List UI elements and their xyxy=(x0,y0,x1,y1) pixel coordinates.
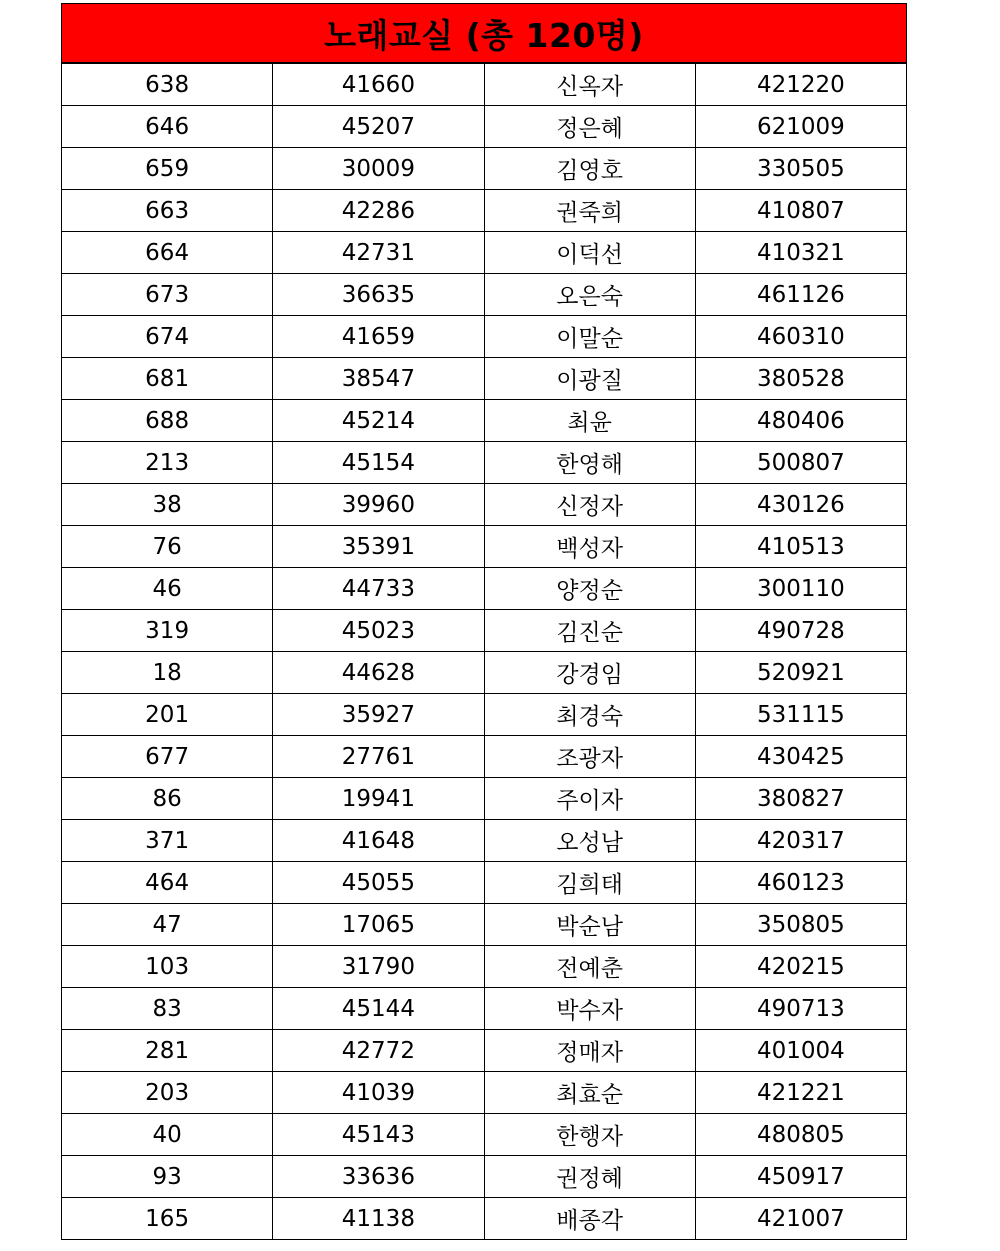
member-name-cell: 박순남 xyxy=(484,904,695,946)
member-name-cell: 김희태 xyxy=(484,862,695,904)
member-name-cell: 신정자 xyxy=(484,484,695,526)
birth-date-cell: 460310 xyxy=(695,316,906,358)
member-name-cell: 양정순 xyxy=(484,568,695,610)
table-row xyxy=(62,652,907,694)
member-name-cell: 김진순 xyxy=(484,610,695,652)
id-number-cell: 42772 xyxy=(273,1030,484,1072)
member-number-cell: 213 xyxy=(62,442,273,484)
member-number-cell: 664 xyxy=(62,232,273,274)
table-row xyxy=(62,274,907,316)
table-row xyxy=(62,862,907,904)
member-number-cell: 663 xyxy=(62,190,273,232)
member-name-cell: 백성자 xyxy=(484,526,695,568)
member-number-cell: 165 xyxy=(62,1198,273,1240)
table-row xyxy=(62,1198,907,1240)
table-row xyxy=(62,484,907,526)
member-name-cell: 정은혜 xyxy=(484,106,695,148)
member-number-cell: 46 xyxy=(62,568,273,610)
id-number-cell: 35927 xyxy=(273,694,484,736)
table-row xyxy=(62,358,907,400)
id-number-cell: 27761 xyxy=(273,736,484,778)
id-number-cell: 30009 xyxy=(273,148,484,190)
birth-date-cell: 430425 xyxy=(695,736,906,778)
id-number-cell: 38547 xyxy=(273,358,484,400)
member-name-cell: 전예춘 xyxy=(484,946,695,988)
birth-date-cell: 490713 xyxy=(695,988,906,1030)
roster-sheet xyxy=(61,3,907,1240)
member-name-cell: 신옥자 xyxy=(484,64,695,106)
member-name-cell: 한영해 xyxy=(484,442,695,484)
table-row xyxy=(62,904,907,946)
member-number-cell: 18 xyxy=(62,652,273,694)
birth-date-cell: 300110 xyxy=(695,568,906,610)
birth-date-cell: 420317 xyxy=(695,820,906,862)
member-name-cell: 김영호 xyxy=(484,148,695,190)
member-number-cell: 281 xyxy=(62,1030,273,1072)
table-row xyxy=(62,778,907,820)
member-number-cell: 83 xyxy=(62,988,273,1030)
member-number-cell: 638 xyxy=(62,64,273,106)
member-number-cell: 201 xyxy=(62,694,273,736)
id-number-cell: 19941 xyxy=(273,778,484,820)
member-number-cell: 677 xyxy=(62,736,273,778)
id-number-cell: 41660 xyxy=(273,64,484,106)
table-row xyxy=(62,946,907,988)
member-name-cell: 오성남 xyxy=(484,820,695,862)
table-row xyxy=(62,988,907,1030)
roster-table xyxy=(61,63,907,1240)
member-name-cell: 정매자 xyxy=(484,1030,695,1072)
member-name-cell: 권정혜 xyxy=(484,1156,695,1198)
member-name-cell: 강경임 xyxy=(484,652,695,694)
birth-date-cell: 430126 xyxy=(695,484,906,526)
member-number-cell: 319 xyxy=(62,610,273,652)
id-number-cell: 41659 xyxy=(273,316,484,358)
birth-date-cell: 380827 xyxy=(695,778,906,820)
id-number-cell: 41138 xyxy=(273,1198,484,1240)
birth-date-cell: 401004 xyxy=(695,1030,906,1072)
id-number-cell: 35391 xyxy=(273,526,484,568)
roster-table-body xyxy=(62,64,907,1240)
table-row xyxy=(62,736,907,778)
id-number-cell: 33636 xyxy=(273,1156,484,1198)
member-number-cell: 47 xyxy=(62,904,273,946)
id-number-cell: 45154 xyxy=(273,442,484,484)
member-number-cell: 681 xyxy=(62,358,273,400)
birth-date-cell: 421220 xyxy=(695,64,906,106)
member-number-cell: 659 xyxy=(62,148,273,190)
id-number-cell: 39960 xyxy=(273,484,484,526)
member-name-cell: 권죽희 xyxy=(484,190,695,232)
birth-date-cell: 330505 xyxy=(695,148,906,190)
birth-date-cell: 420215 xyxy=(695,946,906,988)
member-number-cell: 371 xyxy=(62,820,273,862)
member-number-cell: 86 xyxy=(62,778,273,820)
id-number-cell: 36635 xyxy=(273,274,484,316)
member-name-cell: 한행자 xyxy=(484,1114,695,1156)
id-number-cell: 31790 xyxy=(273,946,484,988)
id-number-cell: 44628 xyxy=(273,652,484,694)
member-number-cell: 103 xyxy=(62,946,273,988)
birth-date-cell: 421007 xyxy=(695,1198,906,1240)
table-row xyxy=(62,316,907,358)
id-number-cell: 45207 xyxy=(273,106,484,148)
id-number-cell: 45055 xyxy=(273,862,484,904)
birth-date-cell: 480406 xyxy=(695,400,906,442)
table-row xyxy=(62,568,907,610)
table-row xyxy=(62,442,907,484)
table-row xyxy=(62,1114,907,1156)
member-name-cell: 최경숙 xyxy=(484,694,695,736)
id-number-cell: 42286 xyxy=(273,190,484,232)
member-name-cell: 오은숙 xyxy=(484,274,695,316)
id-number-cell: 44733 xyxy=(273,568,484,610)
table-row xyxy=(62,106,907,148)
birth-date-cell: 460123 xyxy=(695,862,906,904)
member-name-cell: 배종각 xyxy=(484,1198,695,1240)
member-number-cell: 38 xyxy=(62,484,273,526)
table-row xyxy=(62,526,907,568)
id-number-cell: 45214 xyxy=(273,400,484,442)
id-number-cell: 45023 xyxy=(273,610,484,652)
member-name-cell: 이광질 xyxy=(484,358,695,400)
table-row xyxy=(62,1156,907,1198)
birth-date-cell: 480805 xyxy=(695,1114,906,1156)
table-row xyxy=(62,232,907,274)
birth-date-cell: 410807 xyxy=(695,190,906,232)
id-number-cell: 17065 xyxy=(273,904,484,946)
birth-date-cell: 380528 xyxy=(695,358,906,400)
birth-date-cell: 520921 xyxy=(695,652,906,694)
member-number-cell: 688 xyxy=(62,400,273,442)
birth-date-cell: 531115 xyxy=(695,694,906,736)
table-row xyxy=(62,610,907,652)
birth-date-cell: 350805 xyxy=(695,904,906,946)
birth-date-cell: 500807 xyxy=(695,442,906,484)
birth-date-cell: 410513 xyxy=(695,526,906,568)
table-row xyxy=(62,64,907,106)
id-number-cell: 41039 xyxy=(273,1072,484,1114)
table-row xyxy=(62,400,907,442)
member-number-cell: 646 xyxy=(62,106,273,148)
member-number-cell: 674 xyxy=(62,316,273,358)
member-number-cell: 93 xyxy=(62,1156,273,1198)
member-name-cell: 최윤 xyxy=(484,400,695,442)
birth-date-cell: 490728 xyxy=(695,610,906,652)
member-name-cell: 조광자 xyxy=(484,736,695,778)
member-name-cell: 이말순 xyxy=(484,316,695,358)
id-number-cell: 45144 xyxy=(273,988,484,1030)
id-number-cell: 41648 xyxy=(273,820,484,862)
member-number-cell: 673 xyxy=(62,274,273,316)
member-number-cell: 464 xyxy=(62,862,273,904)
sheet-title: 노래교실 (총 120명) xyxy=(61,3,907,63)
table-row xyxy=(62,1030,907,1072)
member-name-cell: 주이자 xyxy=(484,778,695,820)
birth-date-cell: 450917 xyxy=(695,1156,906,1198)
member-number-cell: 40 xyxy=(62,1114,273,1156)
birth-date-cell: 461126 xyxy=(695,274,906,316)
table-row xyxy=(62,148,907,190)
birth-date-cell: 410321 xyxy=(695,232,906,274)
id-number-cell: 42731 xyxy=(273,232,484,274)
member-number-cell: 203 xyxy=(62,1072,273,1114)
member-name-cell: 박수자 xyxy=(484,988,695,1030)
member-number-cell: 76 xyxy=(62,526,273,568)
birth-date-cell: 421221 xyxy=(695,1072,906,1114)
table-row xyxy=(62,694,907,736)
table-row xyxy=(62,820,907,862)
birth-date-cell: 621009 xyxy=(695,106,906,148)
id-number-cell: 45143 xyxy=(273,1114,484,1156)
table-row xyxy=(62,190,907,232)
table-row xyxy=(62,1072,907,1114)
member-name-cell: 이덕선 xyxy=(484,232,695,274)
member-name-cell: 최효순 xyxy=(484,1072,695,1114)
